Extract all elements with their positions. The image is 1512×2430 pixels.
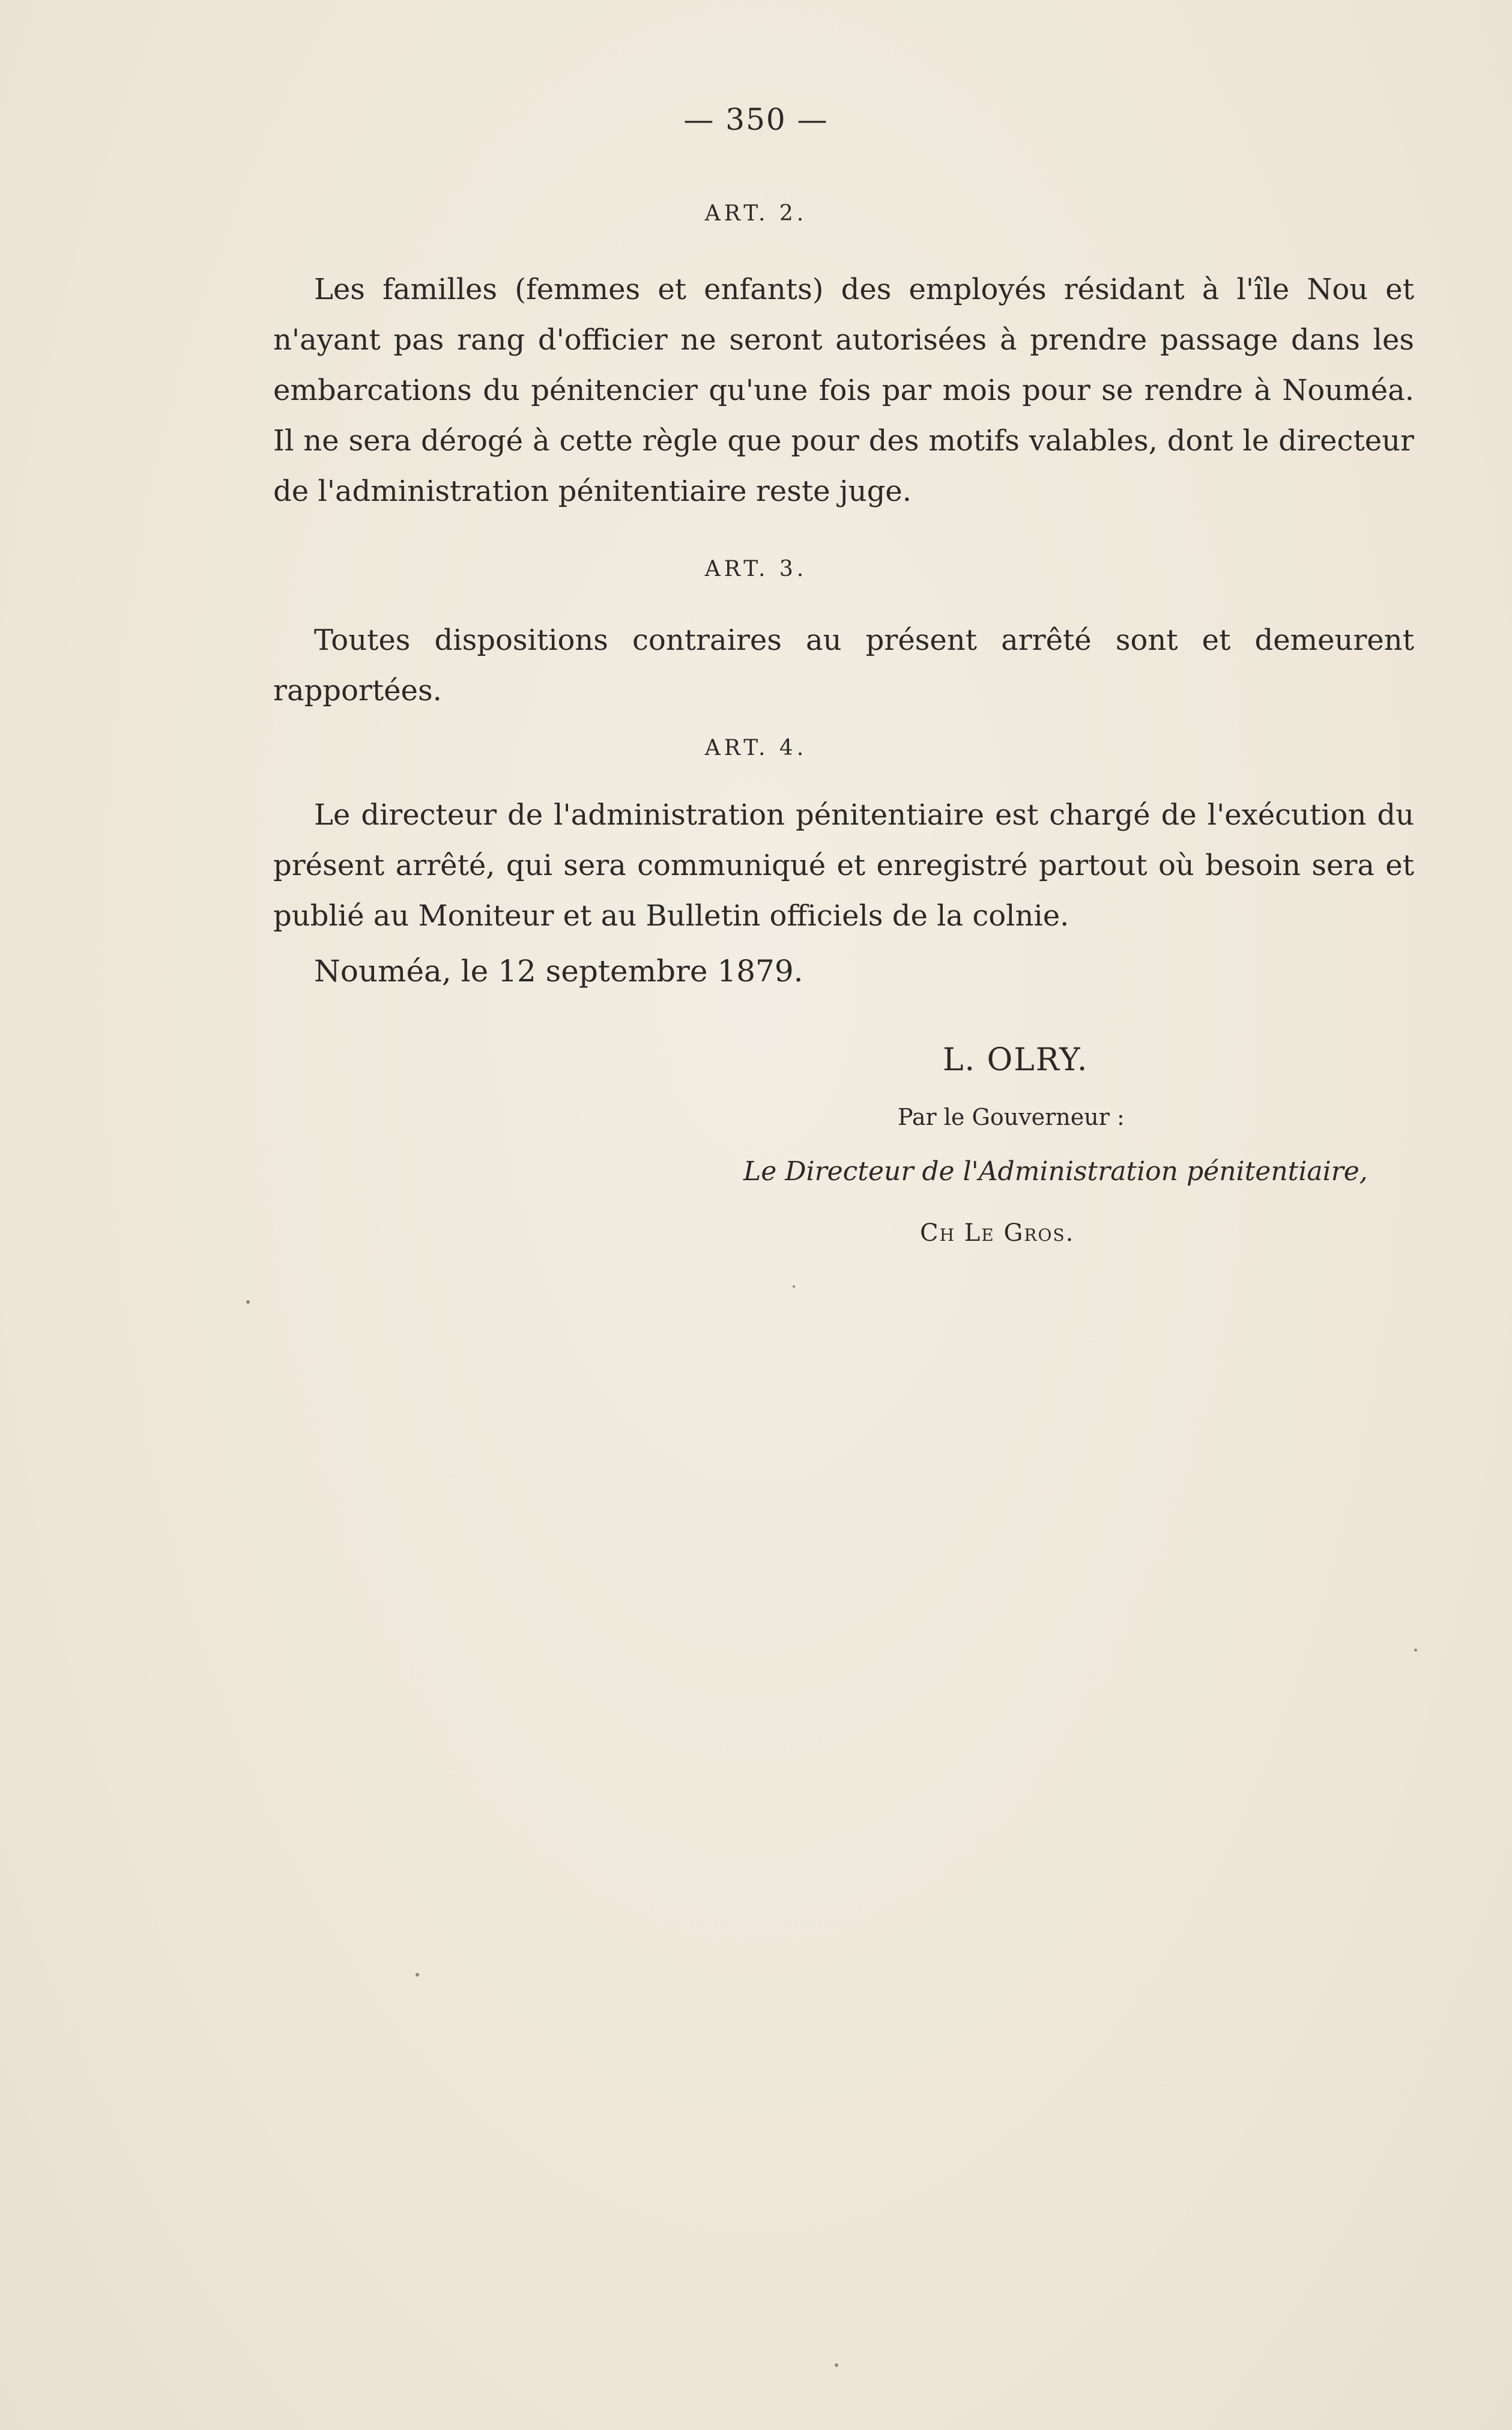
article-4-heading: ART. 4. <box>704 736 808 760</box>
page-number: — 350 — <box>683 102 829 137</box>
article-3-heading: ART. 3. <box>704 557 808 581</box>
article-4-text: Le directeur de l'administration pénitentiaire est chargé de l'exécution du présent arrêté, qui sera communiqué et enregistré partout où besoin sera et publié au Moniteur et au Bulletin officiels de la colnie. <box>273 798 1414 933</box>
paper-speck <box>1414 1649 1417 1652</box>
director-title: Le Directeur de l'Administration pénitentiaire, <box>743 1156 1368 1187</box>
article-2-heading: ART. 2. <box>704 201 808 226</box>
paper-speck <box>793 1285 795 1288</box>
paper-speck <box>835 2363 838 2367</box>
paper-speck <box>416 1973 419 1977</box>
article-3-text: Toutes dispositions contraires au présent arrêté sont et demeurent rapportées. <box>273 623 1414 707</box>
signature: L. OLRY. <box>943 1042 1089 1078</box>
date-line: Nouméa, le 12 septembre 1879. <box>314 954 803 989</box>
director-name: Ch Le Gros. <box>920 1219 1075 1247</box>
par-le-gouverneur: Par le Gouverneur : <box>898 1104 1125 1130</box>
article-2-text: Les familles (femmes et enfants) des employés résidant à l'île Nou et n'ayant pas rang d'officier ne seront autorisées à prendre passage dans les embarcations du pénitencier qu'une fois par mois pour se rendre à Nouméa. Il ne sera dérogé à cette règle que pour des motifs valables, dont le directeur de l'administration pénitentiaire reste juge. <box>273 273 1414 508</box>
paper-speck <box>246 1300 250 1304</box>
